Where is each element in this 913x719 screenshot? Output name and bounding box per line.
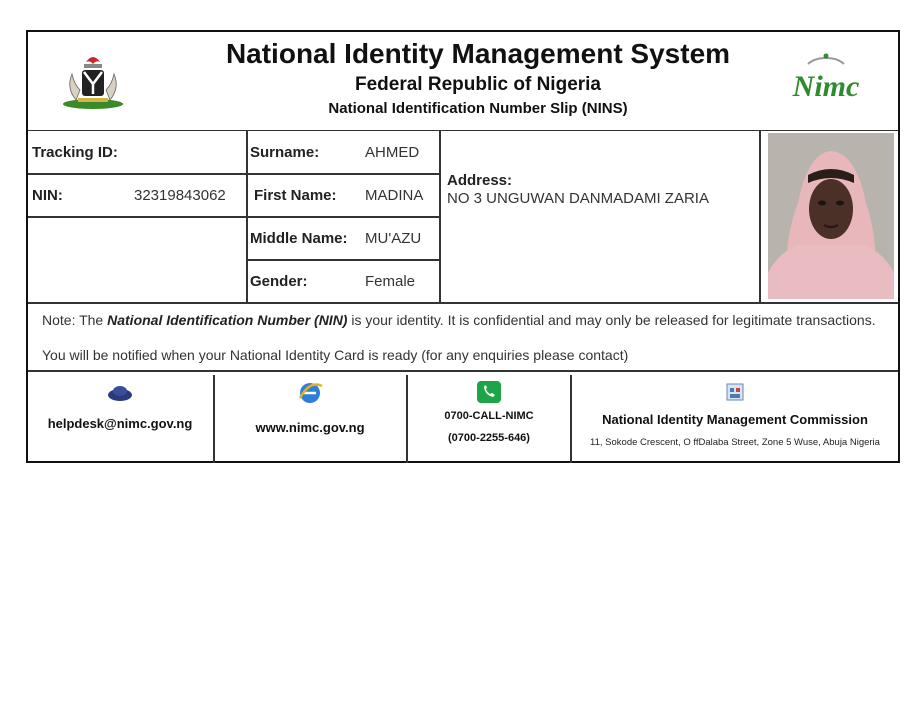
slip-header xyxy=(28,32,898,131)
address-value: NO 3 UNGUWAN DANMADAMI ZARIA xyxy=(447,190,709,207)
website-link[interactable]: www.nimc.gov.ng xyxy=(255,420,365,435)
office-icon xyxy=(724,382,746,402)
grid-divider xyxy=(759,130,761,302)
grid-divider xyxy=(246,259,440,261)
org-name: National Identity Management Commission xyxy=(602,412,868,427)
nin-note xyxy=(42,312,876,328)
surname-value: AHMED xyxy=(365,144,420,161)
grid-divider xyxy=(28,302,898,304)
note-emphasis: National Identification Number (NIN) xyxy=(107,312,348,328)
phone-name: 0700-CALL-NIMC xyxy=(444,410,534,422)
gender-label: Gender: xyxy=(250,273,308,290)
tracking-id-label: Tracking ID: xyxy=(32,144,118,161)
nin-value: 32319843062 xyxy=(134,187,226,204)
first-name-label: First Name: xyxy=(254,187,337,204)
phone-number[interactable]: (0700-2255-646) xyxy=(448,432,530,444)
nin-slip xyxy=(26,30,900,463)
first-name-value: MADINA xyxy=(365,187,424,204)
page-title: National Identity Management System xyxy=(225,38,731,69)
email-icon xyxy=(106,384,134,402)
footer-divider xyxy=(28,370,898,372)
note-prefix: Note: The xyxy=(42,312,108,328)
notification-note: You will be notified when your National Identity Card is ready (for any enquiries please contact) xyxy=(42,347,629,363)
surname-label: Surname: xyxy=(250,144,320,161)
footer-office xyxy=(572,382,898,448)
grid-divider xyxy=(28,173,440,175)
country-subtitle: Federal Republic of Nigeria xyxy=(355,74,601,95)
footer-phone[interactable] xyxy=(408,380,570,444)
note-suffix: is your identity. It is confidential and may only be released for legitimate transactions. xyxy=(347,312,876,328)
footer-email[interactable] xyxy=(28,384,212,431)
address-label: Address: xyxy=(447,172,513,189)
footer-website[interactable] xyxy=(214,380,406,435)
org-address: 11, Sokode Crescent, O ffDalaba Street, Zone 5 Wuse, Abuja Nigeria xyxy=(590,437,880,448)
nimc-logo xyxy=(786,50,866,110)
phone-icon xyxy=(476,380,502,404)
holder-photo xyxy=(768,133,894,299)
gender-value: Female xyxy=(365,273,416,290)
grid-divider xyxy=(28,216,440,218)
middle-name-label: Middle Name: xyxy=(250,230,348,247)
browser-icon xyxy=(297,380,323,406)
nimc-logo-text: Nimc xyxy=(792,70,860,103)
middle-name-value: MU'AZU xyxy=(365,230,422,247)
nin-label: NIN: xyxy=(32,187,63,204)
email-link[interactable]: helpdesk@nimc.gov.ng xyxy=(47,416,193,431)
slip-title: National Identification Number Slip (NINS) xyxy=(328,100,628,117)
person-photo-icon xyxy=(768,133,894,299)
